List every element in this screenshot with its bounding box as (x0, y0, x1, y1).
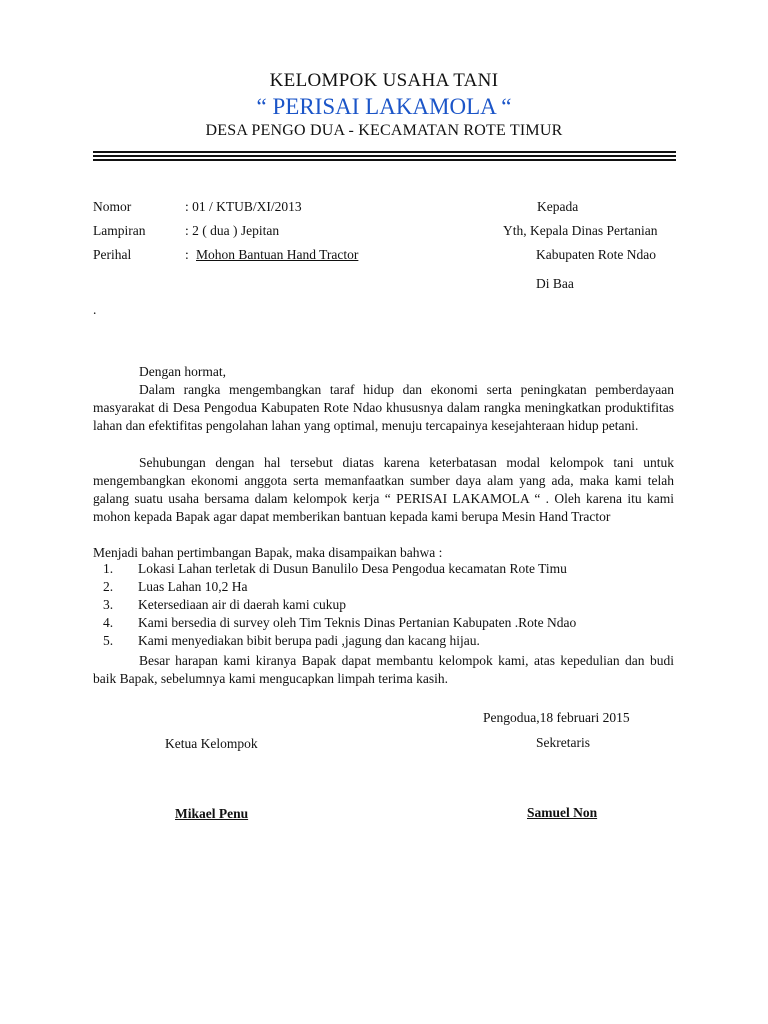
list-number: 5. (103, 633, 114, 648)
org-title: KELOMPOK USAHA TANI (269, 70, 499, 91)
lampiran-value: : 2 ( dua ) Jepitan (185, 223, 280, 238)
list-text: Luas Lahan 10,2 Ha (138, 579, 248, 594)
signer-right-title: Sekretaris (536, 735, 590, 750)
perihal-value: Mohon Bantuan Hand Tractor (196, 247, 359, 262)
nomor-value: : 01 / KTUB/XI/2013 (185, 199, 302, 214)
list-item (93, 560, 674, 578)
recipient-city: Di Baa (536, 276, 574, 291)
perihal-colon: : (185, 247, 189, 262)
signer-left-title: Ketua Kelompok (165, 736, 258, 751)
lampiran-label: Lampiran (93, 223, 146, 238)
paragraph-1 (93, 381, 674, 435)
paragraph-2 (93, 454, 674, 526)
paragraph-3: Menjadi bahan pertimbangan Bapak, maka disampaikan bahwa : (93, 545, 443, 560)
list-number: 4. (103, 615, 114, 630)
list-item (93, 614, 674, 632)
group-name: “ PERISAI LAKAMOLA “ (256, 94, 512, 119)
list-item (93, 632, 674, 650)
closing-paragraph (93, 652, 674, 688)
header-rule-3 (93, 159, 676, 161)
kepada: Kepada (537, 199, 579, 214)
list-text: Lokasi Lahan terletak di Dusun Banulilo Desa Pengodua kecamatan Rote Timu (138, 561, 567, 576)
place-date: Pengodua,18 februari 2015 (483, 710, 630, 725)
list-text: Kami menyediakan bibit berupa padi ,jagung dan kacang hijau. (138, 633, 480, 648)
greeting: Dengan hormat, (139, 364, 226, 379)
list-number: 3. (103, 597, 114, 612)
list-number: 2. (103, 579, 114, 594)
location-subtitle: DESA PENGO DUA - KECAMATAN ROTE TIMUR (205, 122, 563, 139)
header-rule-2 (93, 155, 676, 157)
paragraph-2-text: Sehubungan dengan hal tersebut diatas karena keterbatasan modal kelompok tani untuk mengembangkan ekonomi anggota serta memanfaatkan sumber daya alam yang ada, maka kami telah galang suatu usaha bersama dalam kelompok kerja “ PERISAI LAKAMOLA “ . Oleh karena itu kami mohon kepada Bapak agar dapat memberikan bantuan kepada kami berupa Mesin Hand Tractor (93, 455, 674, 524)
considerations-list (93, 560, 674, 650)
signer-right-name: Samuel Non (527, 805, 598, 820)
closing-text: Besar harapan kami kiranya Bapak dapat membantu kelompok kami, atas kepedulian dan budi baik Bapak, sebelumnya kami mengucapkan limpah terima kasih. (93, 653, 674, 686)
list-item (93, 596, 674, 614)
recipient-kabupaten: Kabupaten Rote Ndao (536, 247, 656, 262)
recipient-yth: Yth, Kepala Dinas Pertanian (503, 223, 658, 238)
perihal-label: Perihal (93, 247, 132, 262)
nomor-label: Nomor (93, 199, 132, 214)
paragraph-1-text: Dalam rangka mengembangkan taraf hidup dan ekonomi serta peningkatan pemberdayaan masyarakat di Desa Pengodua Kabupaten Rote Ndao khususnya dalam rangka meningkatkan produktifitas lahan dan efektifitas pengolahan lahan yang optimal, menuju tercapainya kesejahteraan hidup petani. (93, 382, 674, 433)
list-text: Ketersediaan air di daerah kami cukup (138, 597, 347, 612)
list-number: 1. (103, 561, 114, 576)
header-rule-1 (93, 151, 676, 153)
list-item (93, 578, 674, 596)
list-text: Kami bersedia di survey oleh Tim Teknis Dinas Pertanian Kabupaten .Rote Ndao (138, 615, 577, 630)
signer-left-name: Mikael Penu (175, 806, 249, 821)
stray-dot: . (93, 302, 97, 317)
